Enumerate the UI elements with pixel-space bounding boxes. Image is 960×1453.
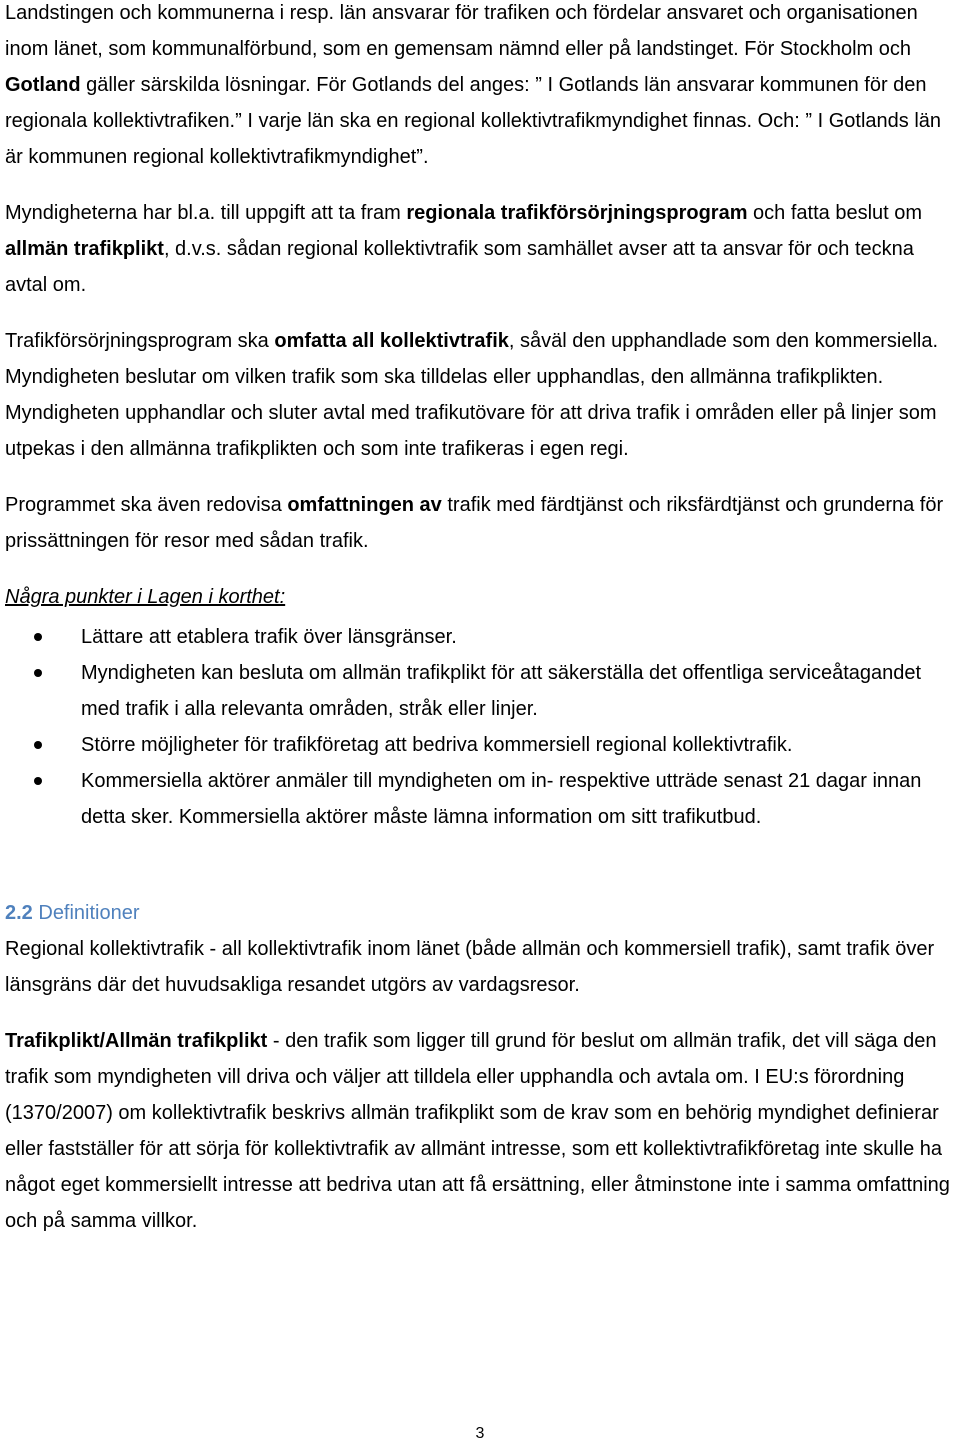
p2-text-a: Myndigheterna har bl.a. till uppgift att ta fram	[5, 202, 407, 224]
p3-text-a: Trafikförsörjningsprogram ska	[5, 330, 275, 352]
section-heading	[5, 895, 956, 931]
definition-trafikplikt-paragraph	[5, 1023, 956, 1239]
intro-bold-gotland: Gotland	[5, 74, 81, 96]
authority-tasks-paragraph	[5, 195, 956, 303]
list-item	[5, 727, 956, 763]
p2-bold-program: regionala trafikförsörjningsprogram	[406, 202, 748, 224]
list-item	[5, 763, 956, 835]
list-item	[5, 655, 956, 727]
list-item-text: Lättare att etablera trafik över länsgränser.	[81, 626, 457, 648]
list-item-text: Större möjligheter för trafikföretag att bedriva kommersiell regional kollektivtrafik.	[81, 734, 793, 756]
program-report-paragraph	[5, 487, 956, 559]
p4-bold-extent: omfattningen av	[287, 494, 442, 516]
bullet-icon	[34, 633, 42, 641]
p4-text-a: Programmet ska även redovisa	[5, 494, 288, 516]
p3-text-c: , såväl den upphandlade som den kommersiella. Myndigheten beslutar om vilken trafik som ska tilldelas eller upphandlas, den allmänna trafikplikten. Myndigheten upphandlar och sluter avtal med trafikutövare för att driva trafik i områden eller på linjer som utpekas i den allmänna trafikplikten och som inte trafikeras i egen regi.	[5, 330, 939, 460]
section-title: Definitioner	[32, 902, 140, 924]
intro-text-1: Landstingen och kommunerna i resp. län ansvarar för trafiken och fördelar ansvaret och organisationen inom länet, som kommunalförbund, som en gemensam nämnd eller på landstinget. För Stockholm och	[5, 2, 918, 60]
bullet-icon	[34, 777, 42, 785]
intro-text-2: gäller särskilda lösningar. För Gotlands del anges: ” I Gotlands län ansvarar kommunen för den regionala kollektivtrafiken.” I varje län ska en regional kollektivtrafikmyndighet finnas. Och: ” I Gotlands län är kommunen regional kollektivtrafikmyndighet”.	[5, 74, 942, 168]
bullet-icon	[34, 669, 42, 677]
definition-term: Trafikplikt/Allmän trafikplikt	[5, 1030, 268, 1052]
program-scope-paragraph	[5, 323, 956, 467]
p2-text-c: och fatta beslut om	[747, 202, 923, 224]
list-item-text: Myndigheten kan besluta om allmän trafikplikt för att säkerställa det offentliga serviceåtagandet med trafik i alla relevanta områden, stråk eller linjer.	[81, 662, 922, 720]
p4-text-c: trafik med färdtjänst och riksfärdtjänst och grunderna för prissättningen för resor med sådan trafik.	[5, 494, 944, 552]
intro-paragraph	[5, 0, 956, 175]
page-number: 3	[475, 1425, 485, 1442]
p3-bold-scope: omfatta all kollektivtrafik	[274, 330, 509, 352]
list-item-text: Kommersiella aktörer anmäler till myndigheten om in- respektive utträde senast 21 dagar innan detta sker. Kommersiella aktörer måste lämna information om sitt trafikutbud.	[81, 770, 922, 828]
section-number: 2.2	[5, 902, 33, 924]
p2-bold-trafikplikt: allmän trafikplikt	[5, 238, 164, 260]
p2-text-e: , d.v.s. sådan regional kollektivtrafik som samhället avser att ta ansvar för och teckna avtal om.	[5, 238, 914, 296]
bullet-icon	[34, 741, 42, 749]
list-item	[5, 619, 956, 655]
law-summary-list	[5, 619, 956, 835]
definition-text: - den trafik som ligger till grund för beslut om allmän trafik, det vill säga den trafik som myndigheten vill driva och väljer att tilldela eller upphandla och avtala om. I EU:s förordning (1370/2007) om kollektivtrafik beskrivs allmän trafikplikt som de krav som en behörig myndighet definierar eller fastställer för att sörja för kollektivtrafik av allmänt intresse, som ett kollektivtrafikföretag inte skulle ha något eget kommersiellt intresse att bedriva utan att få ersättning, eller åtminstone inte i samma omfattning och på samma villkor.	[5, 1030, 950, 1232]
definition-regional-paragraph: Regional kollektivtrafik - all kollektivtrafik inom länet (både allmän och kommersiell trafik), samt trafik över länsgräns där det huvudsakliga resandet utgörs av vardagsresor.	[5, 938, 935, 996]
law-summary-subheading: Några punkter i Lagen i korthet:	[5, 586, 286, 608]
